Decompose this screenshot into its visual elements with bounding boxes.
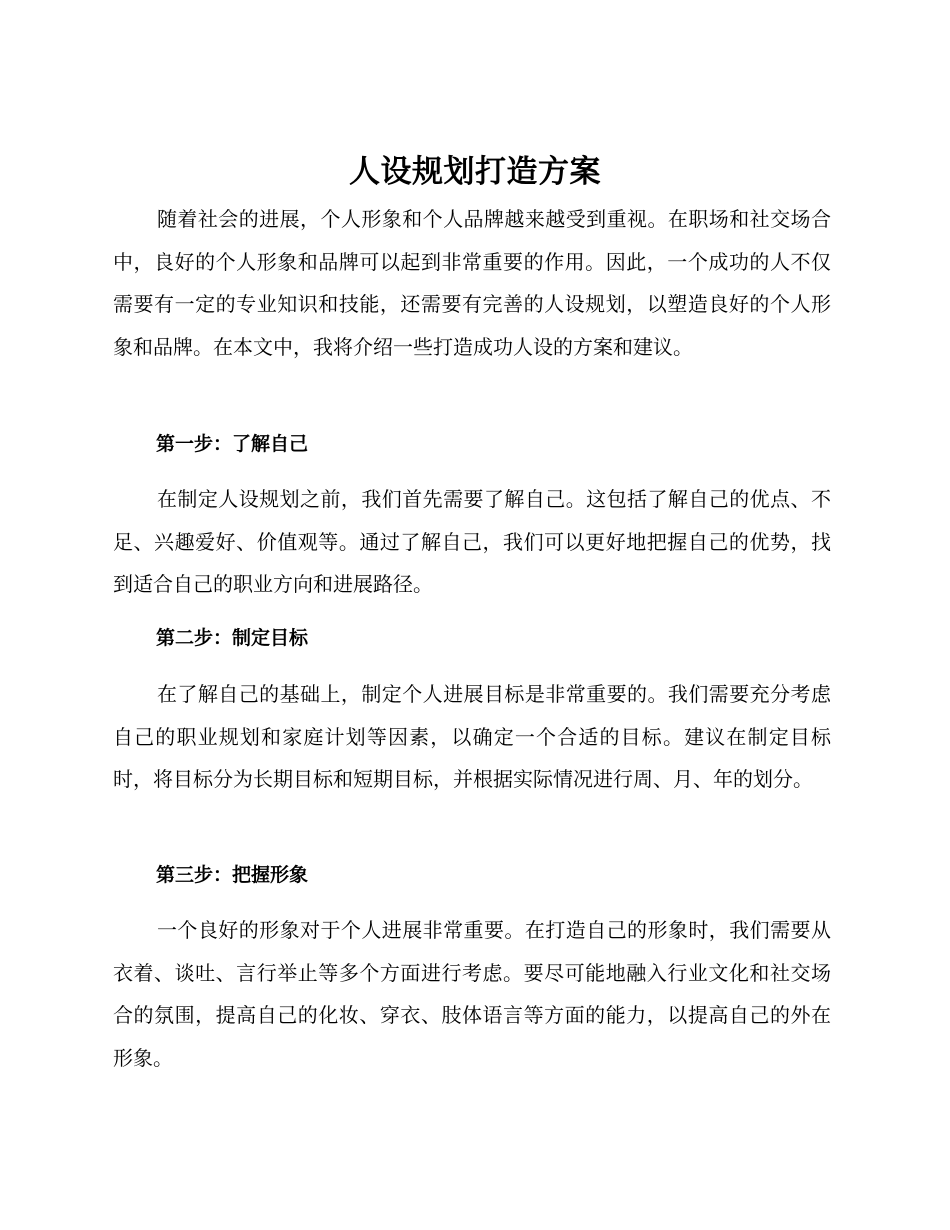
step-3-heading: 第三步：把握形象 (156, 864, 309, 886)
step-1-paragraph: 在制定人设规划之前，我们首先需要了解自己。这包括了解自己的优点、不足、兴趣爱好、价值观等。通过了解自己，我们可以更好地把握自己的优势，找到适合自己的职业方向和进展路径。 (113, 487, 831, 596)
intro-paragraph: 随着社会的进展，个人形象和个人品牌越来越受到重视。在职场和社交场合中，良好的个人形象和品牌可以起到非常重要的作用。因此，一个成功的人不仅需要有一定的专业知识和技能，还需要有完善的人设规划，以塑造良好的个人形象和品牌。在本文中，我将介绍一些打造成功人设的方案和建议。 (113, 207, 831, 359)
step-2-paragraph: 在了解自己的基础上，制定个人进展目标是非常重要的。我们需要充分考虑自己的职业规划和家庭计划等因素，以确定一个合适的目标。建议在制定目标时，将目标分为长期目标和短期目标，并根据实际情况进行周、月、年的划分。 (113, 682, 831, 791)
step-3-paragraph: 一个良好的形象对于个人进展非常重要。在打造自己的形象时，我们需要从衣着、谈吐、言行举止等多个方面进行考虑。要尽可能地融入行业文化和社交场合的氛围，提高自己的化妆、穿衣、肢体语言等方面的能力，以提高自己的外在形象。 (113, 918, 831, 1070)
step-1-heading: 第一步：了解自己 (156, 433, 309, 455)
step-2-heading: 第二步：制定目标 (156, 627, 309, 649)
document-title: 人设规划打造方案 (349, 154, 601, 190)
